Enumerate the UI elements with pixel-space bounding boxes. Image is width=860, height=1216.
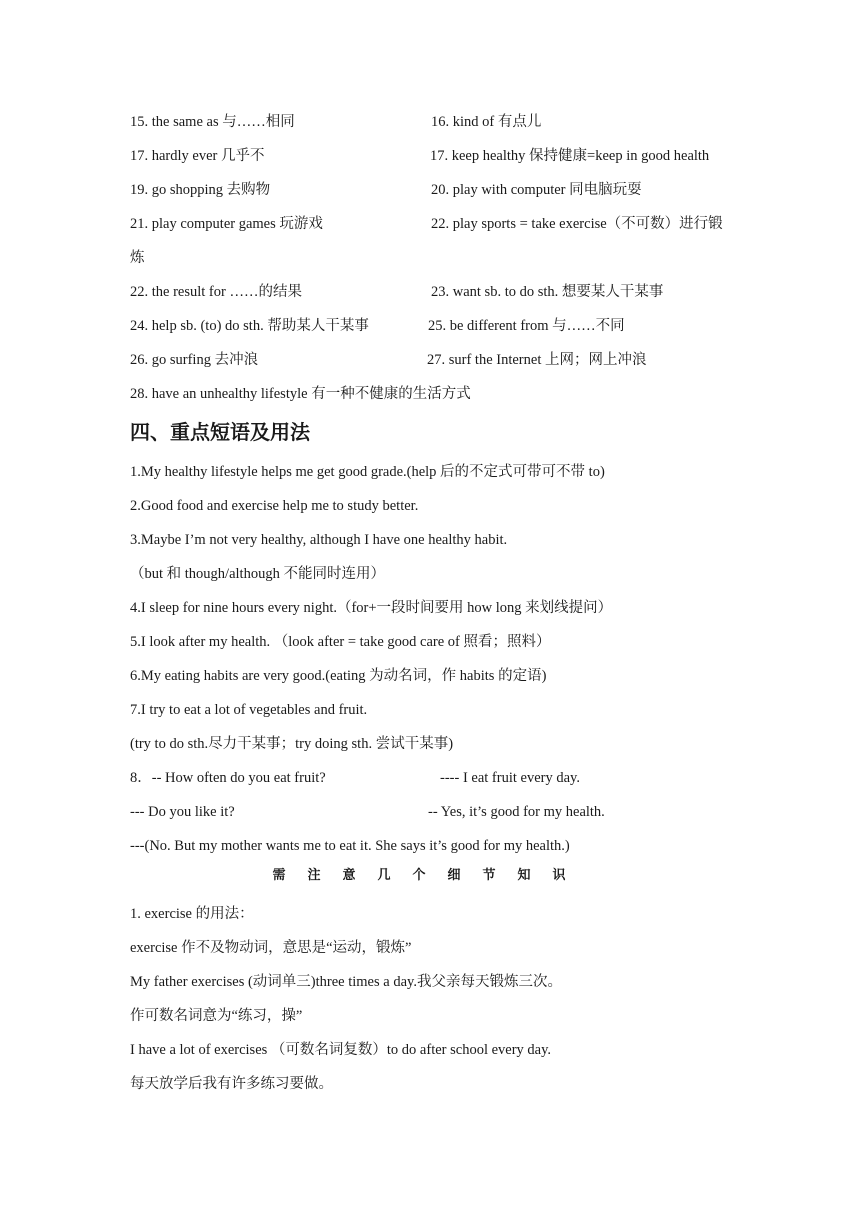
phrase-21: 21. play computer games 玩游戏 xyxy=(130,216,323,232)
sentence-3: 3.Maybe I’m not very healthy, although I have one healthy habit. xyxy=(130,532,508,548)
phrase-22-result: 22. the result for ……的结果 xyxy=(130,284,302,300)
phrase-15: 15. the same as 与……相同 xyxy=(130,114,295,130)
note-3: My father exercises (动词单三)three times a day.我父亲每天锻炼三次。 xyxy=(130,974,562,990)
note-6: 每天放学后我有许多练习要做。 xyxy=(130,1076,333,1092)
dialogue-answer-2: -- Yes, it’s good for my health. xyxy=(428,804,605,820)
phrase-24: 24. help sb. (to) do sth. 帮助某人干某事 xyxy=(130,318,369,334)
note-5: I have a lot of exercises （可数名词复数）to do after school every day. xyxy=(130,1042,552,1058)
phrase-22-wrap: 炼 xyxy=(130,250,145,266)
phrase-25: 25. be different from 与……不同 xyxy=(428,318,625,334)
sentence-3-note: （but 和 though/although 不能同时连用） xyxy=(130,566,385,582)
sentence-4: 4.I sleep for nine hours every night.（for+一段时间要用 how long 来划线提问） xyxy=(130,600,613,616)
sentence-5: 5.I look after my health. （look after = take good care of 照看；照料） xyxy=(130,634,551,650)
sentence-2: 2.Good food and exercise help me to study better. xyxy=(130,498,419,514)
dialogue-question-2: --- Do you like it? xyxy=(130,804,235,820)
sentence-7: 7.I try to eat a lot of vegetables and fruit. xyxy=(130,702,368,718)
phrase-28: 28. have an unhealthy lifestyle 有一种不健康的生活方式 xyxy=(130,386,471,402)
dialogue-question: 8．-- How often do you eat fruit? xyxy=(130,770,326,786)
phrase-17-hardly: 17. hardly ever 几乎不 xyxy=(130,148,265,164)
sentence-7-note: (try to do sth.尽力干某事；try doing sth. 尝试干某事) xyxy=(130,736,454,752)
note-1: 1. exercise 的用法： xyxy=(130,906,254,922)
phrase-17-keep: 17. keep healthy 保持健康=keep in good health xyxy=(430,148,710,164)
phrase-27: 27. surf the Internet 上网；网上冲浪 xyxy=(427,352,647,368)
phrase-16: 16. kind of 有点儿 xyxy=(431,114,542,130)
sentence-6: 6.My eating habits are very good.(eating 为动名词，作 habits 的定语) xyxy=(130,668,547,684)
phrase-22-sports: 22. play sports = take exercise（不可数）进行锻 xyxy=(431,216,723,232)
section-heading: 四、重点短语及用法 xyxy=(130,420,310,444)
note-2: exercise 作不及物动词，意思是“运动，锻炼” xyxy=(130,940,412,956)
phrase-23: 23. want sb. to do sth. 想要某人干某事 xyxy=(431,284,664,300)
note-4: 作可数名词意为“练习，操” xyxy=(130,1008,303,1024)
phrase-20: 20. play with computer 同电脑玩耍 xyxy=(431,182,642,198)
phrase-19: 19. go shopping 去购物 xyxy=(130,182,271,198)
phrase-26: 26. go surfing 去冲浪 xyxy=(130,352,259,368)
dialogue-answer: ---- I eat fruit every day. xyxy=(440,770,580,786)
notes-title: 需注意几个细节知识 xyxy=(272,868,588,883)
sentence-1: 1.My healthy lifestyle helps me get good grade.(help 后的不定式可带可不带 to) xyxy=(130,464,605,480)
dialogue-alternative: ---(No. But my mother wants me to eat it. She says it’s good for my health.) xyxy=(130,838,570,854)
